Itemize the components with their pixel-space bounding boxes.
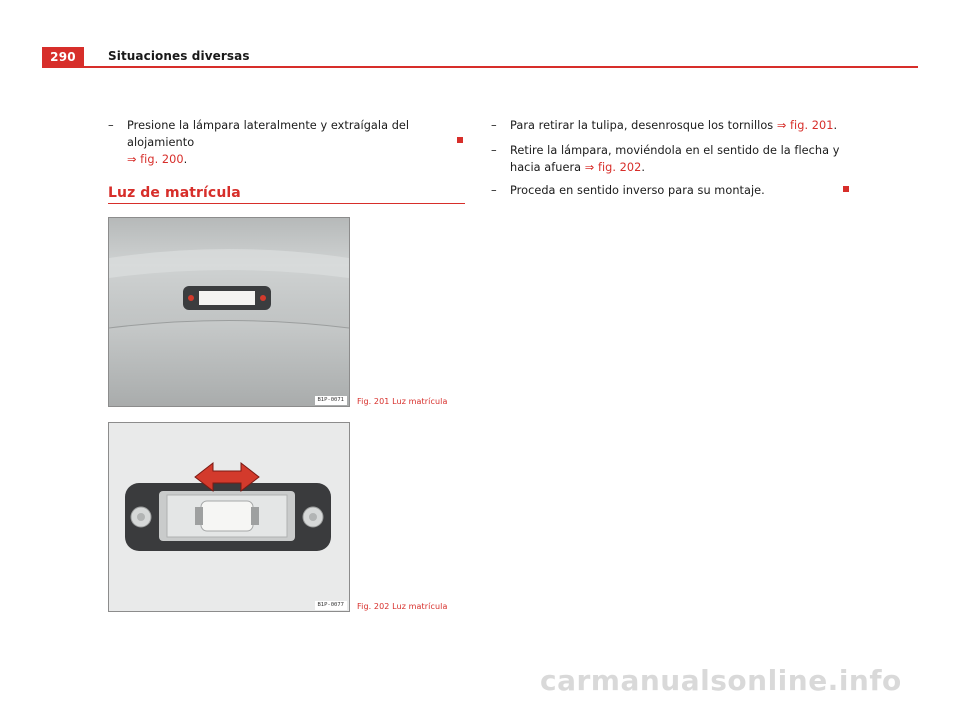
step-dash: – bbox=[491, 119, 497, 132]
right-step-3 bbox=[491, 182, 851, 199]
page-number: 290 bbox=[42, 47, 84, 67]
left-step-1 bbox=[108, 117, 464, 168]
step-dash: – bbox=[108, 119, 114, 132]
figure-201-caption: Fig. 201 Luz matrícula bbox=[357, 397, 448, 406]
step-text: Para retirar la tulipa, desenrosque los tornillos bbox=[510, 119, 774, 132]
header-divider bbox=[42, 66, 918, 68]
step-text: Retire la lámpara, moviéndola en el sentido de la flecha y hacia afuera bbox=[510, 144, 840, 174]
step-dash: – bbox=[491, 144, 497, 157]
step-dash: – bbox=[491, 184, 497, 197]
figure-code: B1P-0071 bbox=[315, 396, 348, 405]
figure-reference-link[interactable]: ⇒ fig. 200 bbox=[127, 153, 184, 166]
section-end-marker bbox=[457, 137, 463, 143]
trunk-lid-illustration bbox=[109, 218, 349, 406]
section-end-marker bbox=[843, 186, 849, 192]
figure-202-caption: Fig. 202 Luz matrícula bbox=[357, 602, 448, 611]
watermark-text: carmanualsonline.info bbox=[540, 664, 902, 697]
step-text: Proceda en sentido inverso para su montaje. bbox=[510, 184, 765, 197]
step-suffix: . bbox=[183, 153, 188, 166]
figure-reference-link[interactable]: ⇒ fig. 201 bbox=[776, 119, 834, 132]
step-text: Presione la lámpara lateralmente y extraígala del alojamiento bbox=[127, 119, 410, 149]
figure-reference-link[interactable]: ⇒ fig. 202 bbox=[584, 161, 642, 174]
right-step-1 bbox=[491, 117, 851, 134]
section-divider bbox=[108, 203, 465, 204]
step-suffix: . bbox=[641, 161, 646, 174]
right-step-2 bbox=[491, 142, 851, 176]
figure-202-image bbox=[108, 422, 350, 612]
section-title: Luz de matrícula bbox=[108, 185, 241, 201]
page-header-title: Situaciones diversas bbox=[108, 49, 250, 63]
figure-code: B1P-0077 bbox=[315, 601, 348, 610]
figure-201-image bbox=[108, 217, 350, 407]
step-suffix: . bbox=[833, 119, 838, 132]
license-lamp-illustration bbox=[109, 423, 349, 611]
